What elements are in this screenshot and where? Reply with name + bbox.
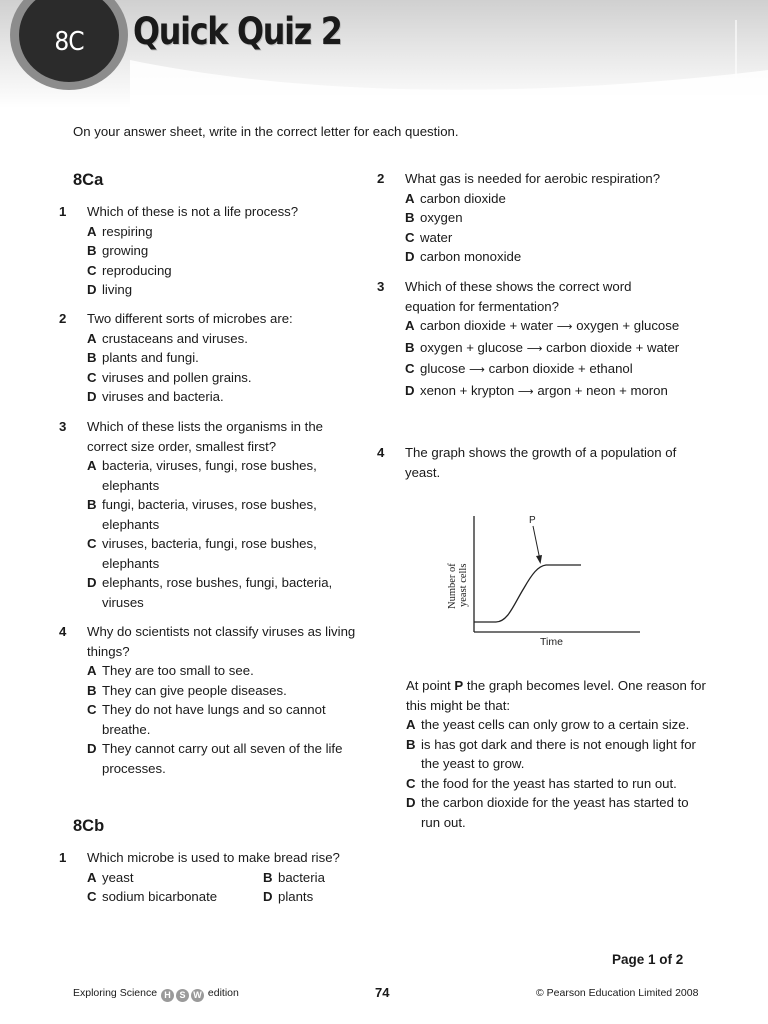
question-stem: Which of these shows the correct word equation for fermentation?	[405, 279, 632, 314]
hsw-s-icon: S	[176, 989, 189, 1002]
option-c: C viruses and pollen grains.	[87, 369, 252, 385]
point-p-label: P	[529, 515, 536, 526]
option-a: A carbon dioxide + water ⟶ oxygen + glucose	[405, 318, 680, 333]
option-a: A They are too small to see.	[87, 663, 254, 678]
question-8cb-4-followup	[406, 676, 706, 832]
question-8cb-3	[377, 277, 681, 402]
followup-text: At point P the graph becomes level. One reason for this might be that:	[406, 678, 706, 713]
question-8cb-1	[59, 848, 373, 907]
question-number: 3	[377, 279, 385, 294]
question-number: 1	[59, 204, 67, 219]
option-d: D elephants, rose bushes, fungi, bacteria, viruses	[87, 575, 333, 610]
section-heading-8ca: 8Ca	[73, 171, 104, 189]
page-title: Quick Quiz 2	[133, 10, 342, 53]
question-8ca-2	[59, 309, 373, 407]
y-axis-label-line2: yeast cells	[458, 563, 469, 607]
hsw-h-icon: H	[161, 989, 174, 1002]
question-stem: Which of these lists the organisms in the correct size order, smallest first?	[87, 419, 324, 454]
question-8ca-3	[59, 417, 363, 612]
option-d: D the carbon dioxide for the yeast has started to run out.	[406, 795, 689, 830]
instructions: On your answer sheet, write in the correct letter for each question.	[73, 124, 459, 139]
copyright: © Pearson Education Limited 2008	[536, 987, 699, 999]
question-stem: The graph shows the growth of a population of yeast.	[405, 445, 677, 480]
option-c: C the food for the yeast has started to run out.	[406, 775, 677, 791]
question-stem: Which microbe is used to make bread rise?	[87, 850, 340, 865]
page-of-label: Page 1 of 2	[612, 952, 684, 967]
question-stem: Two different sorts of microbes are:	[87, 311, 293, 326]
option-d: D living	[87, 282, 133, 297]
arrow-icon: ⟶	[556, 321, 573, 333]
option-c: C They do not have lungs and so cannot breathe.	[87, 702, 326, 737]
arrow-icon: ⟶	[517, 385, 534, 398]
y-axis-label-line1: Number of	[447, 563, 458, 609]
option-a: A respiring	[87, 223, 153, 239]
x-axis-label: Time	[540, 636, 563, 648]
question-number: 2	[59, 311, 67, 326]
option-a: A the yeast cells can only grow to a certain size.	[406, 717, 690, 732]
option-b: B fungi, bacteria, viruses, rose bushes, elephants	[87, 497, 317, 532]
option-c: C water	[405, 229, 453, 245]
question-8ca-4	[59, 622, 373, 778]
option-b: B plants and fungi.	[87, 350, 199, 365]
question-number: 1	[59, 850, 67, 865]
question-8ca-1	[59, 202, 373, 300]
option-d: D xenon + krypton ⟶ argon + neon + moron	[405, 382, 668, 398]
option-b: B is has got dark and there is not enough light for the yeast to grow.	[406, 736, 696, 771]
option-d: D viruses and bacteria.	[87, 389, 224, 404]
option-b: B oxygen + glucose ⟶ carbon dioxide + water	[405, 339, 680, 355]
point-p-pointer	[533, 526, 540, 560]
question-number: 2	[377, 171, 385, 186]
yeast-growth-graph	[436, 508, 648, 656]
badge-code: 8C	[54, 27, 84, 57]
question-8cb-2	[377, 169, 691, 267]
question-number: 3	[59, 419, 67, 434]
growth-curve	[474, 565, 581, 622]
option-a: A bacteria, viruses, fungi, rose bushes, elephants	[87, 458, 317, 493]
option-c: C sodium bicarbonate	[87, 889, 218, 904]
option-d: D They cannot carry out all seven of the life processes.	[87, 741, 343, 776]
options-grid	[73, 868, 373, 907]
option-b: B bacteria	[263, 869, 325, 885]
arrow-icon: ⟶	[526, 342, 543, 355]
question-number: 4	[59, 624, 67, 639]
page-number: 74	[375, 985, 390, 1000]
question-stem: What gas is needed for aerobic respiration?	[405, 171, 661, 186]
option-c: C glucose ⟶ carbon dioxide + ethanol	[405, 361, 633, 376]
section-heading-8cb: 8Cb	[73, 817, 105, 835]
arrow-icon: ⟶	[469, 364, 485, 376]
option-b: B They can give people diseases.	[87, 682, 287, 698]
option-a: A crustaceans and viruses.	[87, 330, 248, 346]
option-c: C viruses, bacteria, fungi, rose bushes, elephants	[87, 536, 317, 571]
option-c: C reproducing	[87, 262, 172, 278]
option-b: B growing	[87, 243, 149, 258]
point-p-arrowhead	[536, 555, 542, 564]
option-d: D carbon monoxide	[405, 249, 522, 264]
option-d: D plants	[263, 889, 314, 904]
option-a: A yeast	[87, 869, 134, 885]
series-credit: Exploring Science H S W edition	[73, 987, 239, 1000]
question-stem: Which of these is not a life process?	[87, 204, 299, 219]
hsw-w-icon: W	[191, 989, 204, 1002]
option-b: B oxygen	[405, 210, 463, 225]
question-number: 4	[377, 445, 385, 460]
question-8cb-4	[377, 443, 701, 482]
question-stem: Why do scientists not classify viruses as living things?	[87, 624, 356, 659]
option-a: A carbon dioxide	[405, 190, 506, 206]
